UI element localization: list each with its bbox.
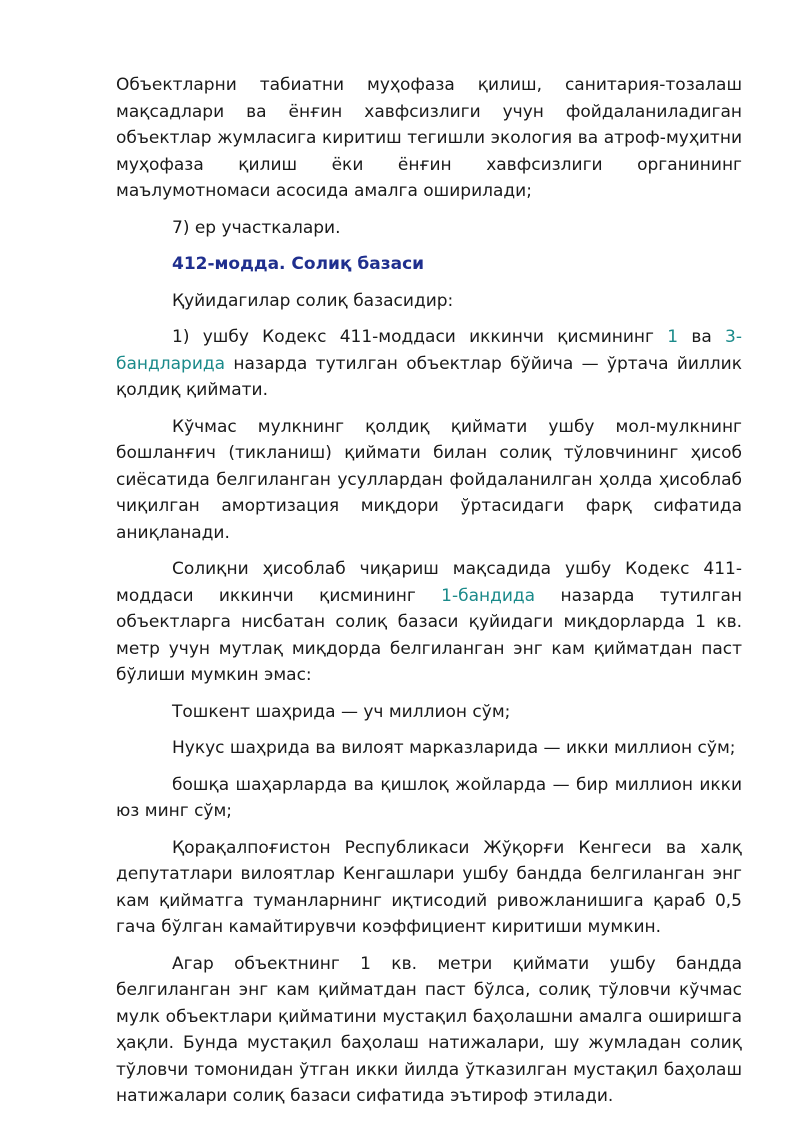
text-segment: назарда тутилган объектлар бўйича — ўртача йиллик қолдиқ қиймати. — [116, 353, 742, 400]
article-heading: 412-модда. Солиқ базаси — [172, 254, 425, 274]
paragraph-item-1 — [116, 324, 742, 404]
paragraph-residual-value: Кўчмас мулкнинг қолдиқ қиймати ушбу мол-мулкнинг бошланғич (тикланиш) қиймати билан солиқ тўловчининг ҳисоб сиёсатида белгиланган усуллардан фойдаланилган ҳолда ҳисоблаб чиқилган амортизация миқдори ўртасидаги фарқ сифатида аниқланади. — [116, 416, 742, 543]
document-page — [116, 72, 742, 1120]
paragraph-intro: Объектларни табиатни муҳофаза қилиш, санитария-тозалаш мақсадлари ва ёнғин хавфсизлиги учун фойдаланиладиган объектлар жумласига киритиш тегишли экология ва атроф-муҳитни муҳофаза қилиш ёки ёнғин хавфсизлиги органининг маълумотномаси асосида амалга оширилади; — [116, 75, 742, 201]
paragraph-tax-base-intro: Қуйидагилар солиқ базасидир: — [172, 290, 454, 311]
paragraph-independent-valuation: Агар объектнинг 1 кв. метри қиймати ушбу бандда белгиланган энг кам қийматдан паст бўлса, солиқ тўловчи кўчмас мулк объектлари қийматини мустақил баҳолашни амалга оширишга ҳақли. Бунда мустақил баҳолаш натижалари, шу жумладан солиқ тўловчи томонидан ўтган икки йилда ўтказилган мустақил баҳолаш натижалари солиқ базаси сифатида эътироф этилади. — [116, 953, 742, 1106]
text-segment: ва — [678, 327, 726, 347]
text-segment: Солиқни ҳисоблаб чиқариш мақсадида ушбу Кодекс 411-моддаси иккинчи қисмининг — [116, 559, 742, 606]
link-item-1[interactable]: 1 — [667, 327, 679, 347]
paragraph-other-cities: бошқа шаҳарларда ва қишлоқ жойларда — бир миллион икки юз минг сўм; — [116, 774, 742, 821]
paragraph-coefficient: Қорақалпоғистон Республикаси Жўқорғи Кенгеси ва халқ депутатлари вилоятлар Кенгашлари ушбу бандда белгиланган энг кам қийматга туманларнинг иқтисодий ривожланишига қараб 0,5 гача бўлган камайтирувчи коэффициент киритиши мумкин. — [116, 837, 742, 937]
paragraph-land-plots: 7) ер участкалари. — [172, 217, 341, 238]
text-segment: 1) ушбу Кодекс 411-моддаси иккинчи қисмининг — [172, 327, 668, 347]
link-item-1-band[interactable]: 1-бандида — [441, 585, 536, 606]
link-item-3[interactable]: 3-бандларида — [116, 327, 742, 374]
paragraph-minimum-value — [116, 556, 742, 689]
text-segment: назарда тутилган объектларга нисбатан солиқ базаси қуйидаги миқдорларда 1 кв. метр учун мутлақ миқдорда белгиланган энг кам қийматдан паст бўлиши мумкин эмас: — [116, 585, 742, 685]
paragraph-nukus: Нукус шаҳрида ва вилоят марказларида — икки миллион сўм; — [172, 738, 736, 758]
paragraph-tashkent: Тошкент шаҳрида — уч миллион сўм; — [172, 701, 511, 722]
